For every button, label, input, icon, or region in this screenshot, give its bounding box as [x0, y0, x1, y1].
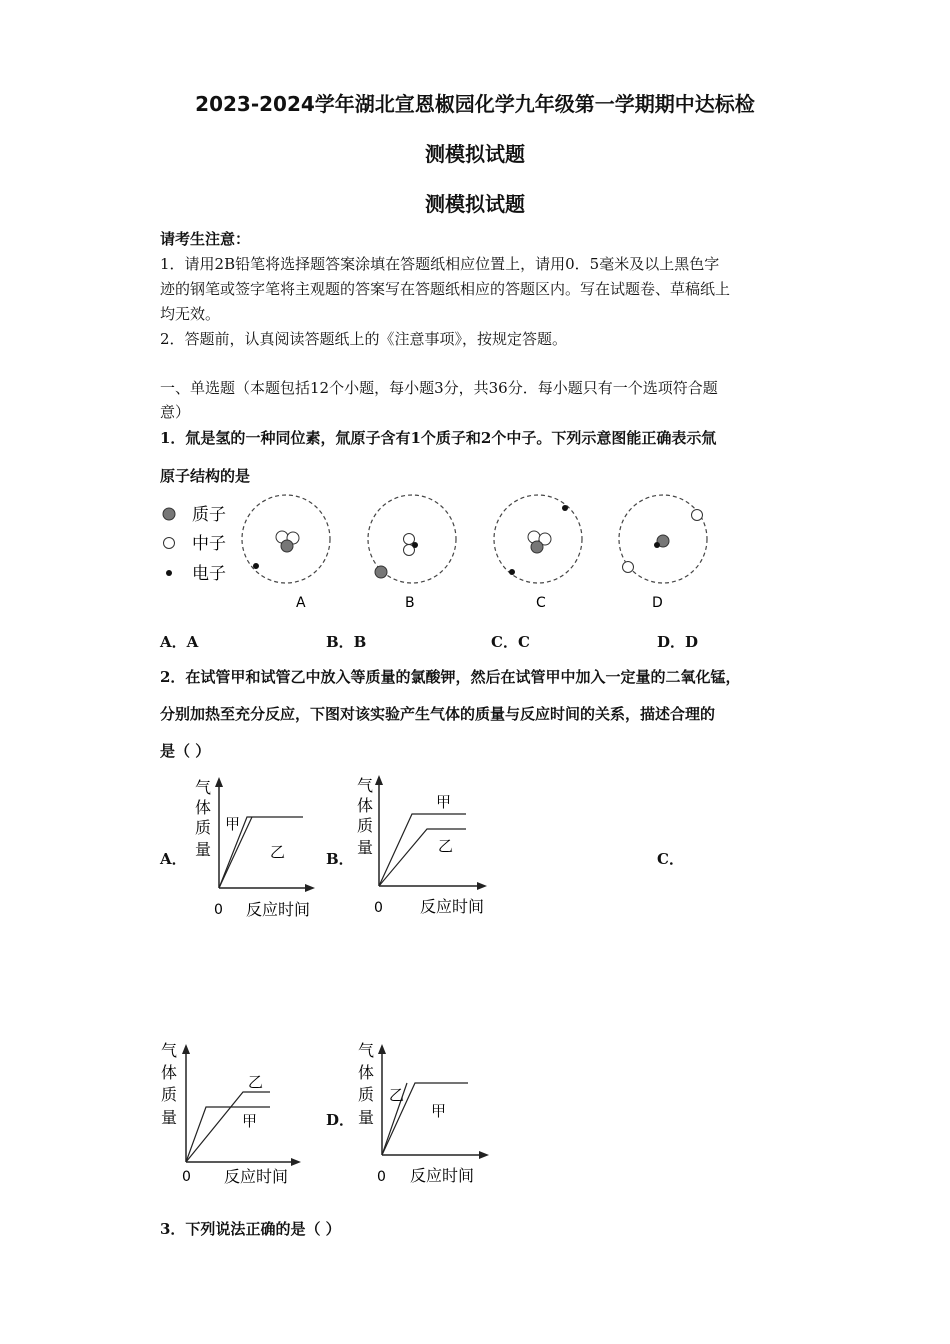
y-axis-label-char: 量 — [358, 1108, 375, 1127]
curve-jia — [186, 1107, 270, 1162]
y-axis-label-char: 质 — [195, 818, 212, 837]
electron-icon — [654, 542, 660, 548]
electron-icon — [509, 569, 515, 575]
electron-icon — [412, 542, 418, 548]
label-jia: 甲 — [242, 1112, 258, 1130]
q1-option-c[interactable]: C．C — [491, 633, 530, 651]
y-axis-label-char: 气 — [358, 1041, 375, 1060]
y-axis-label-char: 质 — [357, 816, 374, 835]
origin-label: 0 — [214, 902, 223, 918]
diagram-label-a: A — [296, 595, 306, 611]
origin-label: 0 — [182, 1169, 191, 1185]
legend-neutron-label: 中子 — [192, 534, 226, 554]
q2-option-b[interactable]: B． — [326, 850, 354, 868]
proton-icon — [375, 566, 387, 578]
y-axis-label-char: 体 — [358, 1063, 375, 1082]
electron-legend-icon — [166, 570, 172, 576]
label-yi: 乙 — [389, 1086, 405, 1104]
label-yi: 乙 — [438, 837, 454, 855]
notice-heading: 请考生注意： — [160, 230, 251, 248]
q2-stem-line1: 2．在试管甲和试管乙中放入等质量的氯酸钾，然后在试管甲中加入一定量的二氧化锰， — [160, 668, 741, 686]
q2-graph-b — [352, 773, 492, 923]
y-axis-arrow-icon — [378, 1044, 386, 1054]
diagram-label-c: C — [536, 595, 546, 611]
q1-option-a[interactable]: A．A — [160, 633, 199, 651]
x-axis-arrow-icon — [479, 1151, 489, 1159]
y-axis-label-char: 量 — [357, 838, 374, 857]
page-title-line2: 测模拟试题 — [425, 142, 525, 166]
y-axis-label-char: 量 — [195, 840, 212, 859]
label-jia: 甲 — [436, 793, 452, 811]
y-axis-arrow-icon — [215, 777, 223, 787]
electron-icon — [562, 505, 568, 511]
diagram-label-b: B — [405, 595, 415, 611]
diagram-label-d: D — [652, 595, 663, 611]
notice-item1-line1: 1．请用2B铅笔将选择题答案涂填在答题纸相应位置上，请用0．5毫米及以上黑色字 — [160, 255, 720, 273]
section-heading-line2: 意） — [160, 403, 191, 421]
page-title-line1: 2023-2024学年湖北宣恩椒园化学九年级第一学期期中达标检 — [195, 92, 755, 116]
atom-diagram-c — [494, 495, 582, 611]
label-jia: 甲 — [431, 1102, 447, 1120]
q1-option-b[interactable]: B．B — [326, 633, 367, 651]
y-axis-label-char: 体 — [195, 798, 212, 817]
y-axis-label-char: 体 — [161, 1063, 178, 1082]
q2-option-a[interactable]: A． — [160, 850, 187, 868]
y-axis-label-char: 体 — [357, 796, 374, 815]
x-axis-label: 反应时间 — [224, 1167, 289, 1186]
y-axis-label-char: 质 — [358, 1085, 375, 1104]
notice-item1-line2: 迹的钢笔或签字笔将主观题的答案写在答题纸相应的答题区内。写在试题卷、草稿纸上 — [160, 280, 731, 298]
x-axis-arrow-icon — [477, 882, 487, 890]
y-axis-label-char: 气 — [195, 778, 212, 797]
q2-graph-c — [158, 1040, 308, 1190]
atom-diagram-a — [242, 495, 330, 611]
label-jia: 甲 — [225, 815, 241, 833]
q1-atom-diagrams — [150, 495, 730, 620]
y-axis-label-char: 量 — [161, 1108, 178, 1127]
neutron-icon — [623, 562, 634, 573]
origin-label: 0 — [374, 900, 383, 916]
q3-stem: 3．下列说法正确的是（ ） — [160, 1220, 341, 1238]
section-heading-line1: 一、单选题（本题包括12个小题，每小题3分，共36分．每小题只有一个选项符合题 — [160, 379, 718, 397]
electron-icon — [253, 563, 259, 569]
notice-item2: 2．答题前，认真阅读答题纸上的《注意事项》，按规定答题。 — [160, 330, 568, 348]
y-axis-arrow-icon — [182, 1044, 190, 1054]
x-axis-label: 反应时间 — [246, 900, 311, 919]
notice-item1-line3: 均无效。 — [160, 305, 221, 323]
y-axis-label-char: 气 — [357, 776, 374, 795]
y-axis-arrow-icon — [375, 775, 383, 785]
y-axis-label-char: 质 — [161, 1085, 178, 1104]
x-axis-label: 反应时间 — [410, 1166, 475, 1185]
q2-stem-line3: 是（ ） — [160, 742, 211, 760]
proton-icon — [281, 540, 293, 552]
neutron-legend-icon — [164, 538, 175, 549]
y-axis-label-char: 气 — [161, 1041, 178, 1060]
proton-icon — [531, 541, 543, 553]
q2-graph-a — [190, 775, 330, 925]
x-axis-arrow-icon — [291, 1158, 301, 1166]
label-yi: 乙 — [270, 843, 286, 861]
q2-stem-line2: 分别加热至充分反应，下图对该实验产生气体的质量与反应时间的关系，描述合理的 — [160, 705, 716, 723]
q1-stem-line1: 1．氚是氢的一种同位素，氚原子含有1个质子和2个中子。下列示意图能正确表示氚 — [160, 429, 717, 447]
x-axis-label: 反应时间 — [420, 897, 485, 916]
q1-option-d[interactable]: D．D — [657, 633, 699, 651]
q2-graph-d — [355, 1040, 495, 1190]
x-axis-arrow-icon — [305, 884, 315, 892]
neutron-icon — [692, 510, 703, 521]
label-yi: 乙 — [248, 1073, 264, 1091]
legend — [163, 505, 226, 584]
atom-diagram-b — [368, 495, 456, 611]
q2-option-d[interactable]: D． — [326, 1111, 355, 1129]
legend-proton-label: 质子 — [192, 505, 226, 525]
q2-option-c[interactable]: C． — [657, 850, 684, 868]
page-title-line3: 测模拟试题 — [425, 192, 525, 216]
q1-stem-line2: 原子结构的是 — [160, 467, 251, 485]
atom-diagram-d — [619, 495, 707, 611]
neutron-icon — [404, 534, 415, 545]
proton-legend-icon — [163, 508, 175, 520]
legend-electron-label: 电子 — [192, 564, 226, 584]
origin-label: 0 — [377, 1169, 386, 1185]
